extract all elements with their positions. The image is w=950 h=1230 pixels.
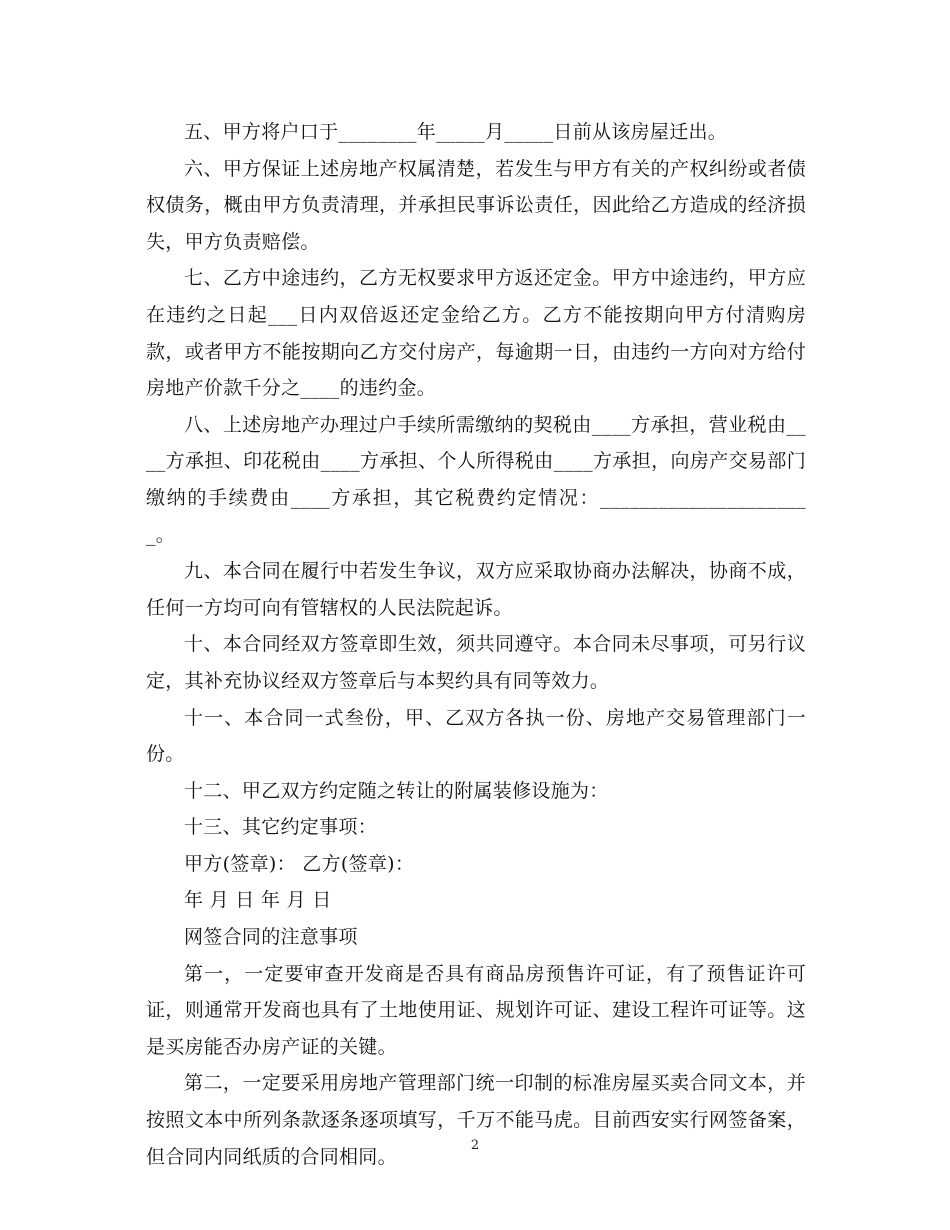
section-heading-online-contract-notes: 网签合同的注意事项 — [184, 926, 358, 949]
date-line: 年 月 日 年 月 日 — [184, 889, 332, 912]
clause-7-breach-of-contract: 七、乙方中途违约，乙方无权要求甲方返还定金。甲方中途违约，甲方应在违约之日起___日内双倍返还定金给乙方。乙方不能按期向甲方付清购房款，或者甲方不能按期向乙方交付房产，每逾期一日，由违约一方向对方给付房地产价款千分之____的违约金。 — [146, 267, 806, 400]
clause-9-dispute-resolution: 九、本合同在履行中若发生争议，双方应采取协商办法解决，协商不成，任何一方均可向有管辖权的人民法院起诉。 — [146, 560, 806, 619]
clause-11-copies: 十一、本合同一式叁份，甲、乙双方各执一份、房地产交易管理部门一份。 — [146, 706, 806, 766]
note-1-presale-permit: 第一，一定要审查开发商是否具有商品房预售许可证，有了预售证许可证，则通常开发商也具有了土地使用证、规划许可证、建设工程许可证等。这是买房能否办房产证的关键。 — [146, 962, 806, 1058]
clause-6-property-rights-guarantee: 六、甲方保证上述房地产权属清楚，若发生与甲方有关的产权纠纷或者债权债务，概由甲方负责清理，并承担民事诉讼责任，因此给乙方造成的经济损失，甲方负责赔偿。 — [146, 157, 806, 253]
note-2-standard-contract-text: 第二，一定要采用房地产管理部门统一印制的标准房屋买卖合同文本，并按照文本中所列条款逐条逐项填写，千万不能马虎。目前西安实行网签备案，但合同内同纸质的合同相同。 — [146, 1072, 806, 1168]
clause-13-other-terms: 十三、其它约定事项： — [184, 816, 378, 839]
document-body — [146, 114, 806, 1175]
clause-10-effectiveness: 十、本合同经双方签章即生效，须共同遵守。本合同未尽事项，可另行议定，其补充协议经双方签章后与本契约具有同等效力。 — [146, 633, 806, 692]
page-number: 2 — [470, 1138, 480, 1153]
clause-12-attached-fixtures: 十二、甲乙双方约定随之转让的附属装修设施为： — [184, 779, 609, 802]
clause-8-taxes-and-fees: 八、上述房地产办理过户手续所需缴纳的契税由____方承担，营业税由____方承担、印花税由____方承担、个人所得税由____方承担，向房产交易部门缴纳的手续费由____方承担，其它税费约定情况：______________________。 — [146, 413, 806, 546]
clause-5-household-registration: 五、甲方将户口于________年_____月_____日前从该房屋迁出。 — [184, 121, 728, 143]
signature-line: 甲方(签章)： 乙方(签章)： — [184, 852, 415, 875]
